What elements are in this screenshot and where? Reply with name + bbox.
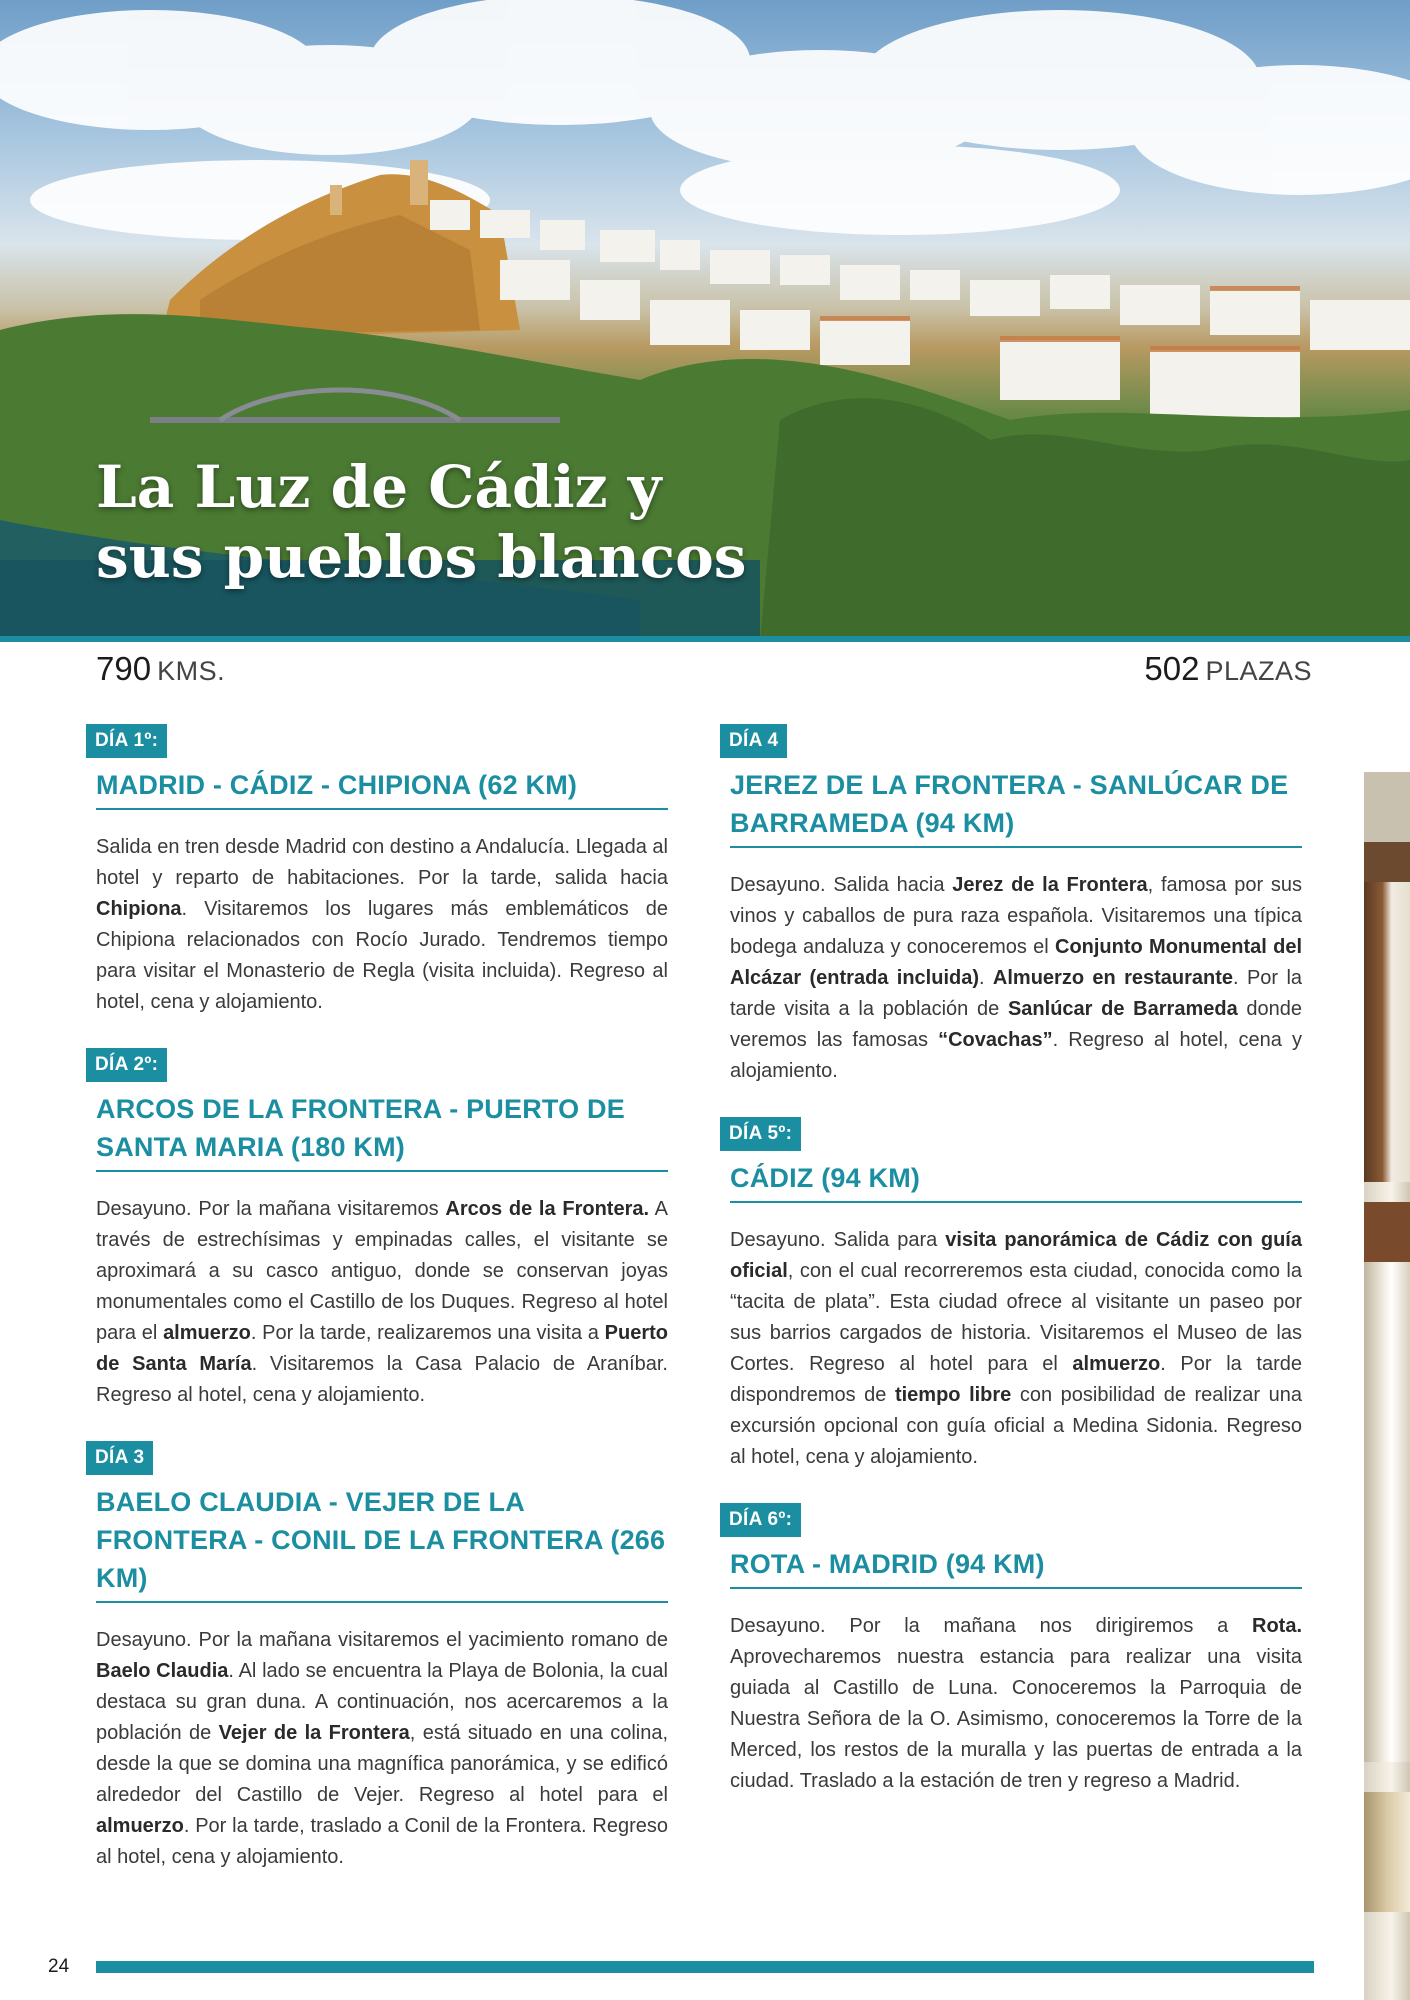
title-line-1: La Luz de Cádiz y	[96, 453, 662, 521]
side-photo-strip	[1364, 772, 1410, 2000]
day-description: Desayuno. Salida hacia Jerez de la Frontera, famosa por sus vinos y caballos de pura raza española. Visitaremos una típica bodega andaluza y conoceremos el Conjunto Monumental del Alcázar (entrada incluida). Almuerzo en restaurante. Por la tarde visita a la población de Sanlúcar de Barrameda donde veremos las famosas “Covachas”. Regreso al hotel, cena y alojamiento.	[730, 874, 1303, 1082]
hero-banner	[0, 0, 1410, 642]
day-badge: DÍA 4	[720, 724, 787, 758]
day-1-section	[86, 724, 668, 1018]
day-title: ROTA - MADRID (94 KM)	[730, 1545, 1302, 1589]
day-badge: DÍA 2º:	[86, 1048, 167, 1082]
footer-accent-bar	[96, 1961, 1314, 1973]
distance-unit: KMS.	[157, 656, 226, 686]
day-2-section	[86, 1048, 668, 1411]
day-description: Desayuno. Por la mañana nos dirigiremos a Rota. Aprovecharemos nuestra estancia para realizar una visita guiada al Castillo de Luna. Conoceremos la Parroquia de Nuestra Señora de la O. Asimismo, conoceremos la Torre de la Merced, los restos de la muralla y las puertas de entrada a la ciudad. Traslado a la estación de tren y regreso a Madrid.	[730, 1615, 1302, 1792]
day-3-section	[86, 1441, 668, 1873]
distance-value: 790	[96, 650, 152, 687]
seats-value: 502	[1144, 650, 1200, 687]
seats-unit: PLAZAS	[1205, 656, 1312, 686]
itinerary-column-right	[720, 724, 1302, 1827]
day-description: Desayuno. Por la mañana visitaremos el yacimiento romano de Baelo Claudia. Al lado se encuentra la Playa de Bolonia, la cual destaca su gran duna. A continuación, nos acercaremos a la población de Vejer de la Frontera, está situado en una colina, desde la que se domina una magnífica panorámica, y se edificó alrededor del Castillo de Vejer. Regreso al hotel para el almuerzo. Por la tarde, traslado a Conil de la Frontera. Regreso al hotel, cena y alojamiento.	[96, 1629, 669, 1868]
distance-stat	[96, 650, 225, 688]
day-badge: DÍA 1º:	[86, 724, 167, 758]
page-number: 24	[48, 1956, 70, 1977]
day-title: ARCOS DE LA FRONTERA - PUERTO DE SANTA MARIA (180 KM)	[96, 1090, 668, 1172]
day-title: CÁDIZ (94 KM)	[730, 1159, 1302, 1203]
title-line-2: sus pueblos blancos	[96, 523, 747, 591]
day-description: Salida en tren desde Madrid con destino a Andalucía. Llegada al hotel y reparto de habitaciones. Por la tarde, salida hacia Chipiona. Visitaremos los lugares más emblemáticos de Chipiona relacionados con Rocío Jurado. Tendremos tiempo para visitar el Monasterio de Regla (visita incluida). Regreso al hotel, cena y alojamiento.	[96, 836, 668, 1013]
itinerary-column-left	[86, 724, 668, 1903]
day-badge: DÍA 3	[86, 1441, 153, 1475]
day-title: MADRID - CÁDIZ - CHIPIONA (62 KM)	[96, 766, 668, 810]
day-title: JEREZ DE LA FRONTERA - SANLÚCAR DE BARRAMEDA (94 KM)	[730, 766, 1302, 848]
day-description: Desayuno. Por la mañana visitaremos Arcos de la Frontera. A través de estrechísimas y empinadas calles, el visitante se aproximará a su casco antiguo, donde se conservan joyas monumentales como el Castillo de los Duques. Regreso al hotel para el almuerzo. Por la tarde, realizaremos una visita a Puerto de Santa María. Visitaremos la Casa Palacio de Araníbar. Regreso al hotel, cena y alojamiento.	[96, 1198, 669, 1406]
day-5-section	[720, 1117, 1302, 1473]
day-description: Desayuno. Salida para visita panorámica de Cádiz con guía oficial, con el cual recorreremos esta ciudad, conocida como la “tacita de plata”. Esta ciudad ofrece al visitante un paseo por sus barrios cargados de historia. Visitaremos el Museo de las Cortes. Regreso al hotel para el almuerzo. Por la tarde dispondremos de tiempo libre con posibilidad de realizar una excursión opcional con guía oficial a Medina Sidonia. Regreso al hotel, cena y alojamiento.	[730, 1229, 1302, 1468]
day-6-section	[720, 1503, 1302, 1797]
page-title	[96, 452, 796, 592]
day-title: BAELO CLAUDIA - VEJER DE LA FRONTERA - CONIL DE LA FRONTERA (266 KM)	[96, 1483, 668, 1603]
day-badge: DÍA 6º:	[720, 1503, 801, 1537]
day-4-section	[720, 724, 1302, 1087]
day-badge: DÍA 5º:	[720, 1117, 801, 1151]
seats-stat	[1144, 650, 1312, 688]
